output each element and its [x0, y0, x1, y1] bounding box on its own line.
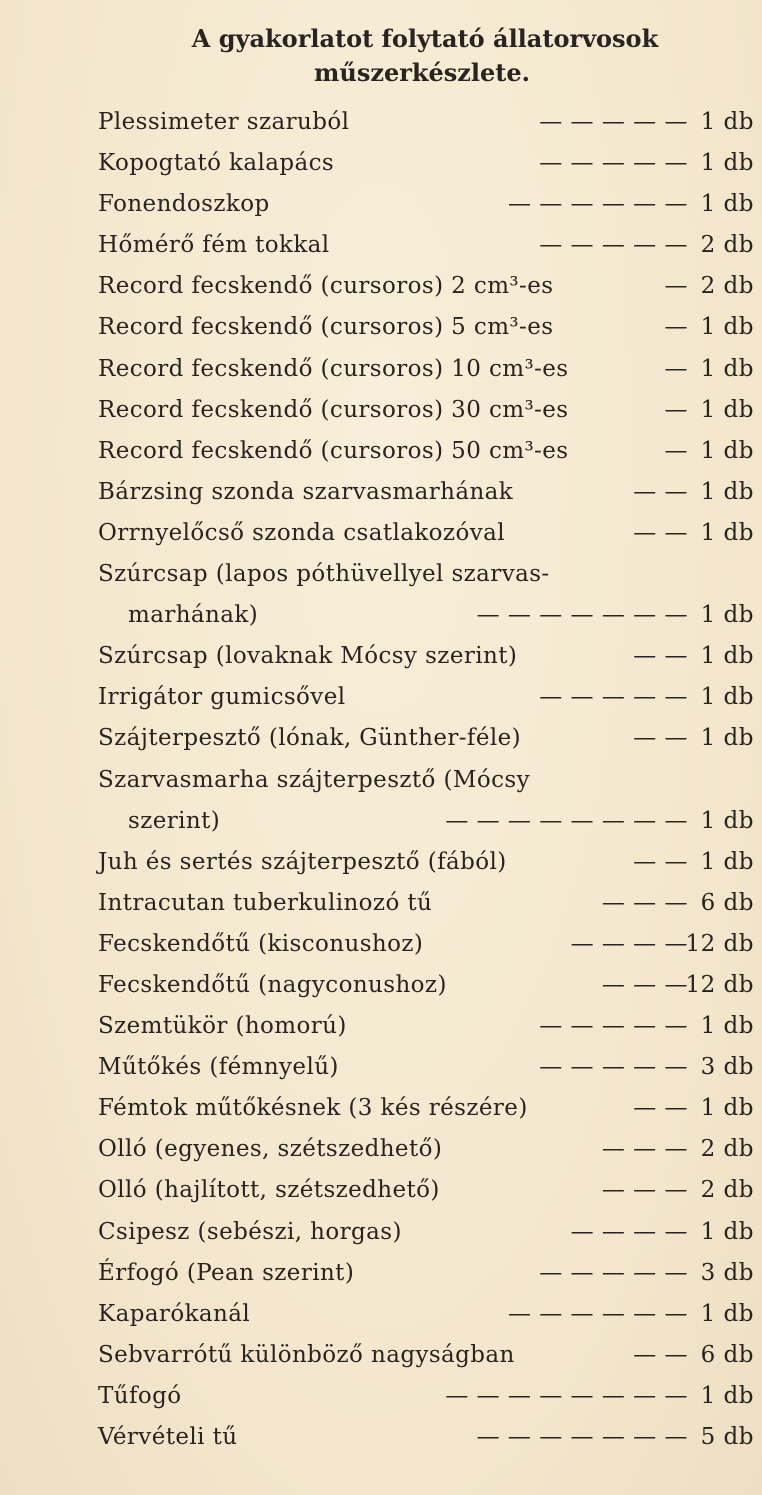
list-item [98, 801, 754, 842]
item-label: Érfogó (Pean szerint) [98, 1259, 355, 1286]
leader-dashes: — [664, 437, 688, 464]
list-item [98, 595, 754, 636]
item-quantity: 1 db [700, 1300, 754, 1327]
item-quantity: 1 db [700, 1218, 754, 1245]
list-item [98, 636, 754, 677]
list-item [98, 1253, 754, 1294]
item-label: Record fecskendő (cursoros) 30 cm³-es [98, 396, 569, 423]
list-item [98, 349, 754, 390]
item-label: Record fecskendő (cursoros) 50 cm³-es [98, 437, 569, 464]
list-item [98, 718, 754, 759]
item-label: Olló (hajlított, szétszedhető) [98, 1177, 440, 1204]
list-item [98, 677, 754, 718]
list-item [98, 1294, 754, 1335]
item-quantity: 1 db [700, 684, 754, 711]
item-label: Szarvasmarha szájterpesztő (Mócsy [98, 766, 530, 793]
item-label: Record fecskendő (cursoros) 5 cm³-es [98, 314, 554, 341]
item-label: Műtőkés (fémnyelű) [98, 1054, 339, 1081]
list-item [98, 554, 754, 595]
list-item [98, 513, 754, 554]
item-quantity: 3 db [700, 1259, 754, 1286]
list-item [98, 760, 754, 801]
list-item [98, 1376, 754, 1417]
item-quantity: 1 db [700, 1382, 754, 1409]
leader-dashes: — [664, 396, 688, 423]
leader-dashes: — [664, 273, 688, 300]
leader-dashes: — — — — — [539, 684, 688, 711]
leader-dashes: — — — — — [539, 150, 688, 177]
item-label: Record fecskendő (cursoros) 10 cm³-es [98, 355, 569, 382]
item-quantity: 1 db [700, 848, 754, 875]
list-item [98, 965, 754, 1006]
leader-dashes: — — — [601, 1136, 688, 1163]
leader-dashes: — — — — — [539, 1013, 688, 1040]
item-label: Plessimeter szaruból [98, 109, 350, 135]
list-item [98, 1006, 754, 1047]
leader-dashes: — — — — — — — [476, 602, 688, 629]
item-label: Sebvarrótű különböző nagyságban [98, 1341, 515, 1368]
list-item [98, 1417, 754, 1458]
item-quantity: 1 db [700, 602, 754, 629]
list-item [98, 472, 754, 513]
list-item [98, 307, 754, 348]
instrument-list [98, 102, 754, 1458]
document-title [0, 22, 762, 90]
leader-dashes: — — [633, 848, 688, 875]
item-quantity: 2 db [700, 1136, 754, 1163]
item-label: Intracutan tuberkulinozó tű [98, 889, 433, 916]
list-item [98, 1170, 754, 1211]
item-quantity: 1 db [700, 150, 754, 177]
leader-dashes: — — — — — — — [476, 1424, 688, 1450]
item-label: Bárzsing szonda szarvasmarhának [98, 478, 514, 505]
item-label: Olló (egyenes, szétszedhető) [98, 1136, 443, 1163]
list-item [98, 225, 754, 266]
list-item [98, 924, 754, 965]
item-label: Kaparókanál [98, 1300, 251, 1327]
item-label: Csipesz (sebészi, horgas) [98, 1218, 402, 1245]
leader-dashes: — — — — — [539, 232, 688, 259]
leader-dashes: — — — — — — — — [445, 1382, 688, 1409]
item-quantity: 12 db [685, 971, 754, 998]
list-item [98, 390, 754, 431]
item-quantity: 1 db [700, 437, 754, 464]
item-quantity: 1 db [700, 725, 754, 752]
leader-dashes: — [664, 355, 688, 382]
list-item [98, 842, 754, 883]
list-item [98, 1088, 754, 1129]
item-label: Hőmérő fém tokkal [98, 232, 330, 259]
leader-dashes: — — — — — — [507, 191, 688, 218]
item-label: Szúrcsap (lovaknak Mócsy szerint) [98, 643, 518, 670]
item-label: Orrnyelőcső szonda csatlakozóval [98, 519, 505, 546]
title-line-2: műszerkészlete. [313, 58, 531, 87]
item-quantity: 1 db [700, 1013, 754, 1040]
leader-dashes: — — — — — [539, 1054, 688, 1081]
item-quantity: 3 db [700, 1054, 754, 1081]
item-label: Juh és sertés szájterpesztő (fából) [98, 848, 507, 875]
leader-dashes: — — — [601, 971, 688, 998]
item-label: Fecskendőtű (nagyconushoz) [98, 971, 447, 998]
list-item [98, 1212, 754, 1253]
leader-dashes: — — — — [570, 930, 688, 957]
list-item [98, 143, 754, 184]
list-item [98, 266, 754, 307]
list-item [98, 431, 754, 472]
list-item [98, 102, 754, 143]
item-quantity: 12 db [685, 930, 754, 957]
leader-dashes: — — — — — [539, 1259, 688, 1286]
item-label: Szemtükör (homorú) [98, 1013, 347, 1040]
item-label: Irrigátor gumicsővel [98, 684, 346, 711]
list-item [98, 1129, 754, 1170]
leader-dashes: — — — — — — — — [445, 807, 688, 834]
item-quantity: 2 db [700, 232, 754, 259]
item-label: Record fecskendő (cursoros) 2 cm³-es [98, 273, 554, 300]
item-quantity: 2 db [700, 273, 754, 300]
item-label: marhának) [128, 602, 259, 629]
item-quantity: 6 db [700, 889, 754, 916]
item-quantity: 1 db [700, 191, 754, 218]
item-label: Tűfogó [98, 1382, 182, 1409]
leader-dashes: — — — — [570, 1218, 688, 1245]
item-quantity: 1 db [700, 109, 754, 135]
leader-dashes: — — — [601, 889, 688, 916]
leader-dashes: — — [633, 519, 688, 546]
item-quantity: 1 db [700, 314, 754, 341]
title-line-1: A gyakorlatot folytató állatorvosok [191, 24, 659, 53]
item-quantity: 6 db [700, 1341, 754, 1368]
item-label: Fémtok műtőkésnek (3 kés részére) [98, 1095, 528, 1122]
list-item [98, 184, 754, 225]
leader-dashes: — — [633, 643, 688, 670]
item-quantity: 1 db [700, 355, 754, 382]
item-label: Kopogtató kalapács [98, 150, 335, 177]
item-quantity: 2 db [700, 1177, 754, 1204]
list-item [98, 1335, 754, 1376]
leader-dashes: — — — — — — [507, 1300, 688, 1327]
item-label: Szájterpesztő (lónak, Günther-féle) [98, 725, 521, 752]
leader-dashes: — — [633, 1095, 688, 1122]
item-label: szerint) [128, 807, 221, 834]
leader-dashes: — — [633, 478, 688, 505]
item-quantity: 5 db [700, 1424, 754, 1450]
leader-dashes: — — [633, 1341, 688, 1368]
item-quantity: 1 db [700, 519, 754, 546]
list-item [98, 1047, 754, 1088]
leader-dashes: — [664, 314, 688, 341]
item-quantity: 1 db [700, 643, 754, 670]
leader-dashes: — — — — — [539, 109, 688, 135]
item-quantity: 1 db [700, 478, 754, 505]
item-quantity: 1 db [700, 1095, 754, 1122]
item-quantity: 1 db [700, 396, 754, 423]
leader-dashes: — — — [601, 1177, 688, 1204]
item-quantity: 1 db [700, 807, 754, 834]
item-label: Szúrcsap (lapos póthüvellyel szarvas- [98, 561, 550, 588]
item-label: Fonendoszkop [98, 191, 270, 218]
item-label: Fecskendőtű (kisconushoz) [98, 930, 424, 957]
leader-dashes: — — [633, 725, 688, 752]
item-label: Vérvételi tű [98, 1424, 238, 1450]
list-item [98, 883, 754, 924]
